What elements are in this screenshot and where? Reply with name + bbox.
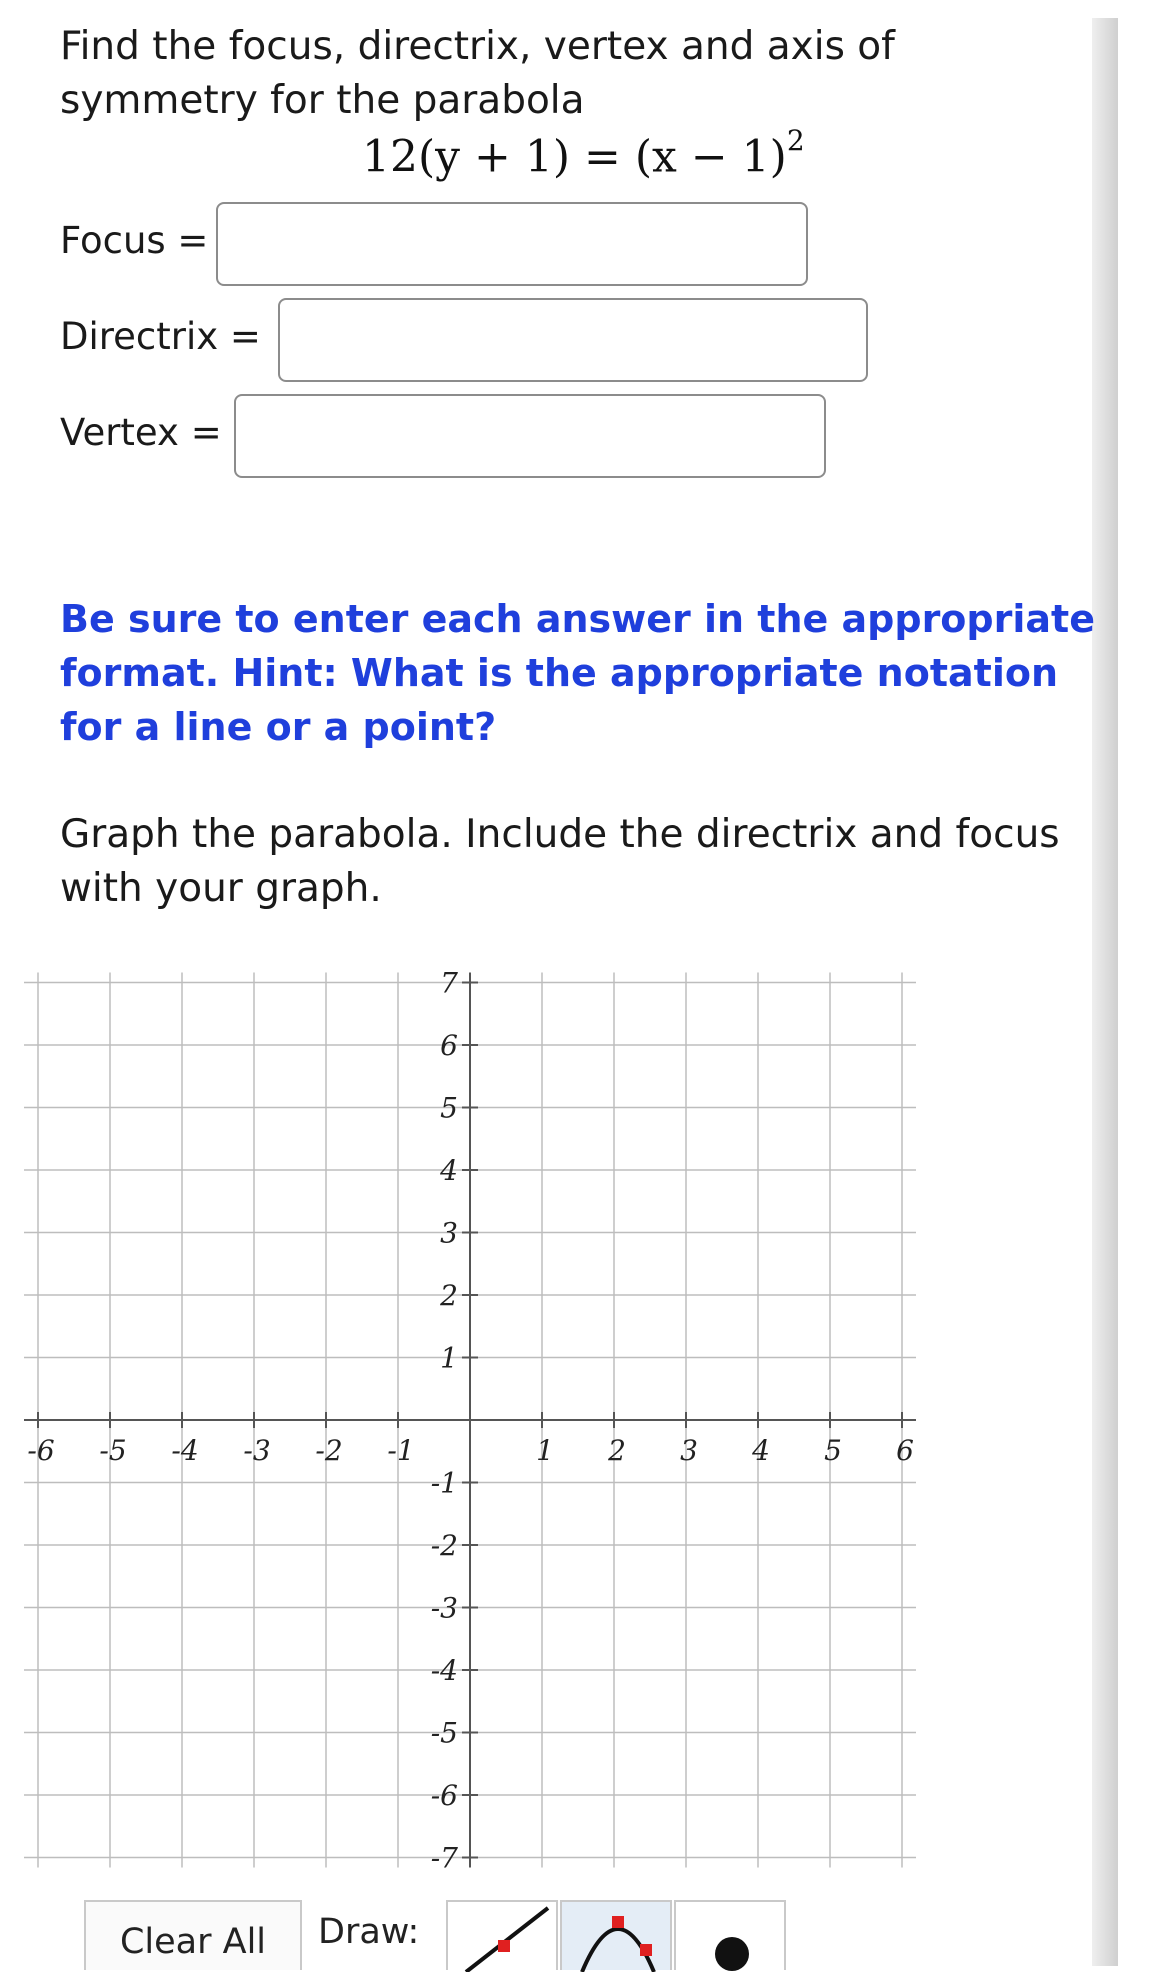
equation-body: 12(y + 1) = (x − 1) (362, 131, 787, 183)
y-tick-label: 5 (440, 1091, 458, 1125)
line-tool-icon (448, 1902, 560, 1972)
x-tick-label: -6 (27, 1434, 55, 1467)
y-tick-label: 4 (440, 1154, 458, 1187)
focus-input[interactable] (216, 202, 808, 286)
y-tick-label: -1 (430, 1466, 458, 1500)
x-tick-label: -1 (387, 1434, 415, 1467)
equation-exponent: 2 (786, 124, 805, 157)
x-tick-label: 2 (608, 1434, 626, 1467)
directrix-input[interactable] (278, 298, 868, 382)
graph-instruction: Graph the parabola. Include the directrix and focus with your graph. (60, 812, 1060, 911)
y-tick-label: -2 (430, 1529, 458, 1562)
vertex-input[interactable] (234, 394, 826, 478)
vertex-label: Vertex = (60, 411, 222, 454)
y-tick-label: -6 (430, 1779, 458, 1812)
y-tick-label: -7 (430, 1841, 458, 1875)
y-tick-label: 6 (440, 1029, 458, 1062)
line-tool-button[interactable] (446, 1900, 558, 1970)
y-tick-label: 3 (440, 1216, 458, 1250)
y-tick-label: -3 (430, 1591, 458, 1625)
x-tick-label: -2 (315, 1434, 343, 1467)
x-tick-label: -4 (171, 1434, 199, 1467)
question-intro: Find the focus, directrix, vertex and axis of symmetry for the parabola (60, 24, 895, 123)
format-hint: Be sure to enter each answer in the appropriate format. Hint: What is the appropriate notation for a line or a point? (60, 597, 1095, 749)
point-tool-button[interactable] (674, 1900, 786, 1970)
x-tick-label: 4 (752, 1434, 770, 1467)
coordinate-grid[interactable] (0, 960, 1000, 1890)
y-tick-label: -5 (430, 1716, 458, 1750)
y-tick-label: 1 (440, 1341, 458, 1375)
x-tick-label: 5 (824, 1434, 842, 1467)
x-tick-label: -3 (243, 1434, 271, 1467)
directrix-label: Directrix = (60, 315, 261, 358)
y-tick-label: 2 (440, 1279, 458, 1312)
parabola-tool-icon (562, 1902, 674, 1972)
x-tick-label: 6 (896, 1434, 914, 1467)
parabola-tool-button[interactable] (560, 1900, 672, 1970)
page-edge-shadow (1092, 18, 1118, 1966)
draw-label: Draw: (318, 1912, 420, 1952)
x-tick-label: 3 (680, 1434, 698, 1467)
clear-all-button[interactable]: Clear All (84, 1900, 302, 1970)
x-tick-label: 1 (536, 1434, 554, 1467)
y-tick-label: 7 (440, 966, 458, 1000)
parabola-equation (362, 124, 805, 183)
graph-area[interactable] (0, 960, 1000, 1890)
point-tool-icon (676, 1902, 788, 1972)
y-tick-label: -4 (430, 1654, 458, 1687)
x-tick-label: -5 (99, 1434, 127, 1467)
focus-label: Focus = (60, 219, 209, 262)
